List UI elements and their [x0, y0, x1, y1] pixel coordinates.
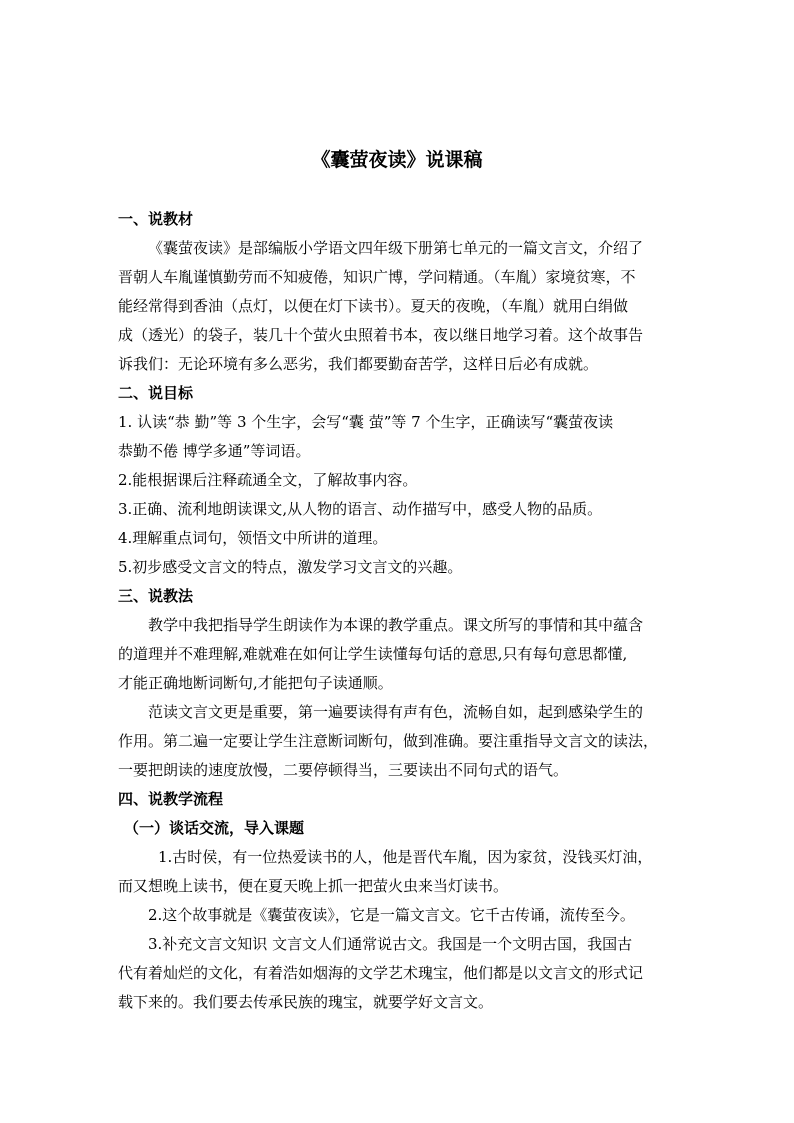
goal-item: 1. 认读“恭 勤”等 3 个生字，会写“囊 萤”等 7 个生字，正确读写“囊萤夜读	[118, 413, 614, 431]
process-item: 3.补充文言文知识 文言文人们通常说古文。我国是一个文明古国，我国古	[148, 935, 633, 953]
paragraph-line: 《囊萤夜读》是部编版小学语文四年级下册第七单元的一篇文言文，介绍了	[148, 239, 644, 257]
paragraph-line: 才能正确地断词断句,才能把句子读通顺。	[118, 674, 393, 692]
paragraph-line: 代有着灿烂的文化，有着浩如烟海的文学艺术瑰宝，他们都是以文言文的形式记	[118, 964, 644, 982]
goal-item-continuation: 恭勤不倦 博学多通”等词语。	[118, 442, 311, 460]
paragraph-line: 成（透光）的袋子，装几十个萤火虫照着书本，夜以继日地学习着。这个故事告	[118, 326, 644, 344]
document-body	[118, 205, 678, 1017]
section-heading-teaching-material: 一、说教材	[118, 210, 194, 228]
subsection-heading: （一）谈话交流，导入课题	[124, 819, 305, 837]
goal-item: 5.初步感受文言文的特点，激发学习文言文的兴趣。	[118, 558, 463, 576]
paragraph-line: 载下来的。我们要去传承民族的瑰宝，就要学好文言文。	[118, 993, 494, 1011]
goal-item: 3.正确、流利地朗读课文,从人物的语言、动作描写中，感受人物的品质。	[118, 500, 603, 518]
section-heading-process: 四、说教学流程	[118, 790, 224, 808]
paragraph-line: 一要把朗读的速度放慢，二要停顿得当，三要读出不同句式的语气。	[118, 761, 569, 779]
paragraph-line: 能经常得到香油（点灯，以便在灯下读书）。夏天的夜晚，（车胤）就用白绢做	[118, 297, 629, 315]
paragraph-line: 的道理并不难理解,难就难在如何让学生读懂每句话的意思,只有每句意思都懂,	[118, 645, 628, 663]
section-heading-goals: 二、说目标	[118, 384, 194, 402]
goal-item: 2.能根据课后注释疏通全文，了解故事内容。	[118, 471, 418, 489]
document-title: 《囊萤夜读》说课稿	[311, 149, 483, 171]
process-item: 1.古时侯，有一位热爱读书的人，他是晋代车胤，因为家贫，没钱买灯油，	[158, 848, 653, 866]
paragraph-line: 晋朝人车胤谨慎勤劳而不知疲倦，知识广博，学问精通。（车胤）家境贫寒，不	[118, 268, 636, 286]
paragraph-line: 而又想晚上读书，便在夏天晚上抓一把萤火虫来当灯读书。	[118, 877, 509, 895]
goal-item: 4.理解重点词句，领悟文中所讲的道理。	[118, 529, 388, 547]
paragraph-line: 作用。第二遍一定要让学生注意断词断句，做到准确。要注重指导文言文的读法，	[118, 732, 659, 750]
process-item: 2.这个故事就是《囊萤夜读》，它是一篇文言文。它千古传诵，流传至今。	[148, 906, 635, 924]
paragraph-line: 教学中我把指导学生朗读作为本课的教学重点。课文所写的事情和其中蕴含	[148, 616, 644, 634]
paragraph-line: 范读文言文更是重要，第一遍要读得有声有色，流畅自如，起到感染学生的	[148, 703, 644, 721]
section-heading-methods: 三、说教法	[118, 587, 194, 605]
paragraph-line: 诉我们：无论环境有多么恶劣，我们都要勤奋苦学，这样日后必有成就。	[118, 355, 599, 373]
